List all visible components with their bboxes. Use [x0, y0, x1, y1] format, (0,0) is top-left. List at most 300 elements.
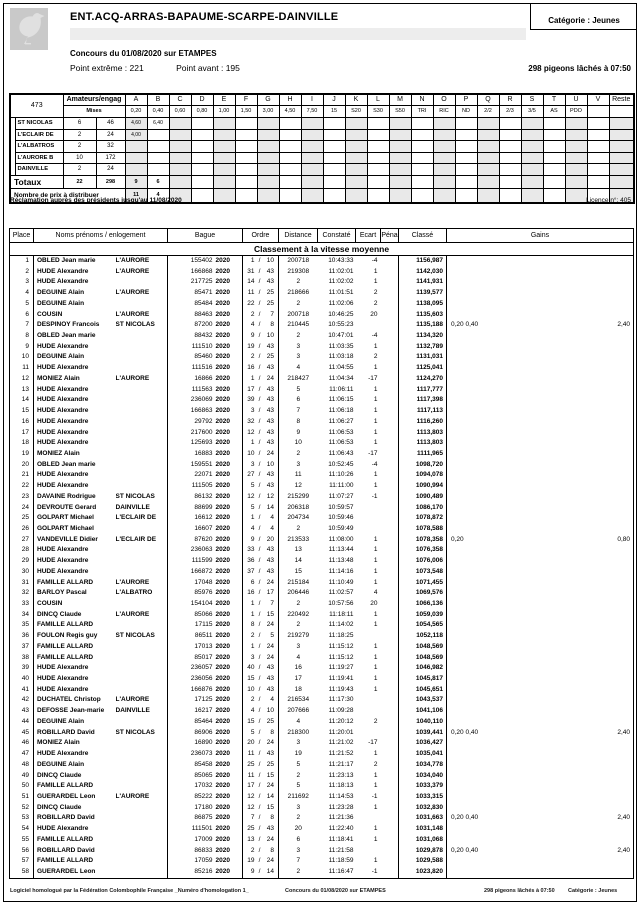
gains-total: 2,40	[617, 728, 630, 736]
constate-time: 11:19:27	[328, 664, 354, 672]
ring-number: 16883	[194, 449, 213, 457]
ordre-num: 25	[247, 825, 255, 833]
club-engag: 172	[96, 152, 125, 164]
club-stake-cell	[433, 118, 455, 130]
ring-number: 85017	[194, 653, 213, 661]
pena	[381, 685, 399, 696]
ordre-slash: /	[258, 514, 261, 522]
gains-detail	[447, 395, 547, 406]
club-engag: 32	[96, 141, 125, 153]
ordre-den: 25	[263, 299, 279, 310]
ordre-num: 12	[247, 803, 255, 811]
distance: 16	[294, 664, 302, 672]
club-stake-cell	[543, 141, 565, 153]
ring-number: 22071	[194, 471, 213, 479]
constate-time: 11:21:36	[328, 814, 354, 822]
prizes-stake-cell	[257, 188, 279, 203]
distance: 2	[296, 449, 301, 457]
prizes-stake-cell	[433, 188, 455, 203]
classe: 1031,148	[399, 824, 447, 835]
prizes-stake-cell	[367, 188, 389, 203]
ordre-slash: /	[258, 428, 261, 436]
col-place: Place	[10, 229, 34, 243]
constate-time: 10:59:49	[328, 524, 354, 532]
fancier-name: FOULON Regis guy	[37, 632, 98, 640]
constate-time: 11:15:12	[328, 642, 354, 650]
fancier-name: FAMILLE ALLARD	[37, 621, 94, 629]
club-stake-cell	[191, 152, 213, 164]
club-stake-cell	[279, 164, 301, 176]
ordre-num: 1	[250, 610, 255, 618]
gains-total	[547, 310, 634, 321]
mise-value: 2/3	[499, 106, 521, 118]
ordre-den: 24	[263, 620, 279, 631]
ordre-den: 8	[263, 846, 279, 857]
gains-detail	[447, 428, 547, 439]
club-name	[116, 545, 168, 556]
club-stake-cell	[367, 129, 389, 141]
gains-total	[547, 567, 634, 578]
fancier-name: DEGUINE Alain	[37, 717, 85, 725]
club-name	[116, 352, 168, 363]
footer-homologation: Logiciel homologué par la Fédération Colombophile Française _Numéro d'homologation 1_	[10, 888, 249, 894]
gains-detail	[447, 653, 547, 664]
distance: 215184	[287, 578, 310, 586]
place: 9	[10, 342, 34, 353]
ordre-den: 10	[263, 460, 279, 471]
constate-time: 11:18:13	[328, 782, 354, 790]
gains-detail	[447, 385, 547, 396]
place: 18	[10, 438, 34, 449]
club-name	[116, 567, 168, 578]
club-stake-cell	[235, 129, 257, 141]
result-row	[10, 856, 634, 867]
stake-col-header: I	[301, 94, 323, 106]
pena	[381, 267, 399, 278]
ordre-num: 3	[250, 460, 255, 468]
club-stake-cell	[169, 129, 191, 141]
constate-time: 11:14:16	[328, 567, 354, 575]
pena	[381, 428, 399, 439]
stake-col-header: P	[455, 94, 477, 106]
col-ordre: Ordre	[243, 229, 279, 243]
ordre-den: 25	[263, 288, 279, 299]
gains-total: 2,40	[617, 846, 630, 854]
gains-detail	[447, 556, 547, 567]
result-row	[10, 771, 634, 782]
result-row	[10, 620, 634, 631]
ordre-slash: /	[258, 621, 261, 629]
club-name	[116, 524, 168, 535]
gains-detail	[447, 277, 547, 288]
club-name: L'ECLAIR DE	[15, 129, 63, 141]
ring-number: 166872	[190, 567, 213, 575]
gains-detail	[447, 492, 547, 503]
constate-time: 10:43:33	[328, 257, 354, 264]
ecart: 1	[373, 653, 378, 661]
constate-time: 11:10:49	[328, 578, 354, 586]
prizes-stake-cell	[543, 188, 565, 203]
stake-col-header: L	[367, 94, 389, 106]
ordre-num: 8	[250, 621, 255, 629]
gains-detail	[447, 460, 547, 471]
fancier-name: HUDE Alexandre	[37, 557, 89, 565]
prizes-stake-cell	[235, 188, 257, 203]
place: 32	[10, 588, 34, 599]
distance: 206446	[287, 589, 310, 597]
fancier-name: ROBILLARD David	[37, 814, 95, 822]
ring-year: 2020	[213, 460, 243, 471]
result-row	[10, 492, 634, 503]
club-name	[116, 717, 168, 728]
constate-time: 10:52:45	[328, 460, 354, 468]
ordre-slash: /	[258, 867, 261, 875]
club-amateurs: 2	[63, 129, 96, 141]
place: 46	[10, 738, 34, 749]
club-name	[116, 846, 168, 857]
totals-stake-cell	[455, 175, 477, 188]
ordre-den: 10	[263, 331, 279, 342]
classe: 1045,817	[399, 674, 447, 685]
gains-total	[547, 771, 634, 782]
club-stake-cell	[521, 118, 543, 130]
ring-year: 2020	[213, 481, 243, 492]
constate-time: 11:11:00	[329, 482, 354, 490]
fancier-name: HUDE Alexandre	[37, 396, 89, 404]
ecart: 1	[373, 642, 378, 650]
col-classe: Classé	[399, 229, 447, 243]
club-amateurs: 2	[63, 141, 96, 153]
distance: 15	[294, 567, 302, 575]
ordre-den: 43	[263, 428, 279, 439]
club-stake-cell	[323, 164, 345, 176]
club-stake-cell	[389, 164, 411, 176]
distance: 19	[294, 750, 302, 758]
club-stake-cell	[477, 152, 499, 164]
club-stake-cell	[367, 152, 389, 164]
club-name	[116, 460, 168, 471]
distance: 12	[294, 482, 302, 490]
ring-number: 16890	[194, 739, 213, 747]
ecart	[356, 706, 381, 717]
classe: 1113,803	[399, 438, 447, 449]
ordre-num: 4	[250, 707, 255, 715]
ordre-slash: /	[258, 289, 261, 297]
prizes-stake-cell: 4	[147, 188, 169, 203]
classe: 1094,078	[399, 470, 447, 481]
ordre-slash: /	[258, 653, 261, 661]
stakes-table	[9, 93, 635, 204]
ring-number: 88699	[194, 503, 213, 511]
pena	[381, 277, 399, 288]
ecart: -4	[371, 332, 378, 340]
place: 11	[10, 363, 34, 374]
club-name	[116, 556, 168, 567]
stake-col-header: O	[433, 94, 455, 106]
club-name	[116, 299, 168, 310]
ring-year: 2020	[213, 524, 243, 535]
ecart	[356, 320, 381, 331]
classe: 1052,118	[399, 631, 447, 642]
classe: 1098,720	[399, 460, 447, 471]
mise-value: ND	[455, 106, 477, 118]
ordre-slash: /	[258, 728, 261, 736]
ordre-den: 24	[263, 835, 279, 846]
place: 29	[10, 556, 34, 567]
club-name	[116, 449, 168, 460]
ordre-num: 10	[247, 685, 255, 693]
ordre-slash: /	[258, 460, 261, 468]
result-row	[10, 524, 634, 535]
classe: 1117,777	[399, 385, 447, 396]
club-stake-cell	[499, 141, 521, 153]
gains-detail	[447, 856, 547, 867]
club-name: L'AURORE	[116, 578, 168, 589]
ecart: -17	[368, 449, 378, 457]
distance: 7	[296, 857, 301, 865]
club-stake-cell	[345, 164, 367, 176]
result-row	[10, 256, 634, 267]
distance: 4	[296, 364, 301, 372]
mise-value: 0,80	[191, 106, 213, 118]
ring-year: 2020	[213, 470, 243, 481]
club-stake-cell	[257, 141, 279, 153]
fancier-name: FAMILLE ALLARD	[37, 642, 94, 650]
ordre-slash: /	[258, 407, 261, 415]
ecart: 4	[373, 589, 378, 597]
club-stake-cell: 4,60	[125, 118, 147, 130]
distance: 207666	[287, 707, 310, 715]
ring-year: 2020	[213, 545, 243, 556]
ecart: 1	[373, 546, 378, 554]
club-name	[116, 438, 168, 449]
ring-year: 2020	[213, 363, 243, 374]
ring-year: 2020	[213, 535, 243, 546]
point-avant: Point avant : 195	[176, 63, 240, 73]
pena	[381, 363, 399, 374]
constate-time: 11:06:11	[329, 385, 354, 393]
pena	[381, 320, 399, 331]
gains-total	[547, 331, 634, 342]
classe: 1031,068	[399, 835, 447, 846]
distance: 210445	[287, 321, 310, 329]
club-stake-cell	[169, 141, 191, 153]
ordre-den: 43	[263, 363, 279, 374]
place: 23	[10, 492, 34, 503]
distance: 5	[296, 782, 301, 790]
ordre-den: 43	[263, 663, 279, 674]
club-stake-cell	[147, 129, 169, 141]
ordre-den: 24	[263, 642, 279, 653]
fancier-name: HUDE Alexandre	[37, 750, 89, 758]
club-name	[116, 620, 168, 631]
classe: 1090,994	[399, 481, 447, 492]
gains-total	[547, 578, 634, 589]
ring-number: 29792	[194, 417, 213, 425]
ecart	[356, 695, 381, 706]
ecart: 1	[373, 685, 378, 693]
pena	[381, 374, 399, 385]
ordre-slash: /	[258, 557, 261, 565]
gains-detail	[447, 342, 547, 353]
stake-col-header: Reste	[609, 94, 634, 106]
pena	[381, 653, 399, 664]
stake-col-header: Q	[477, 94, 499, 106]
club-stake-cell	[455, 152, 477, 164]
ordre-den: 43	[263, 267, 279, 278]
result-row	[10, 320, 634, 331]
place: 4	[10, 288, 34, 299]
result-row	[10, 599, 634, 610]
pena	[381, 481, 399, 492]
constate-time: 11:18:25	[328, 632, 354, 640]
fancier-name: ROBILLARD David	[37, 728, 95, 736]
club-stake-cell	[235, 118, 257, 130]
classe: 1034,778	[399, 760, 447, 771]
pena	[381, 310, 399, 321]
pena	[381, 545, 399, 556]
ring-number: 236063	[190, 546, 213, 554]
totals-stake-cell	[279, 175, 301, 188]
ring-year: 2020	[213, 792, 243, 803]
fancier-name: GUERARDEL Leon	[37, 867, 96, 875]
ring-year: 2020	[213, 738, 243, 749]
ordre-num: 5	[250, 503, 255, 511]
distance: 5	[296, 760, 301, 768]
gains-detail	[447, 449, 547, 460]
pena	[381, 835, 399, 846]
distance: 5	[296, 385, 301, 393]
constate-time: 11:20:01	[328, 728, 354, 736]
ordre-den: 24	[263, 449, 279, 460]
ordre-den: 43	[263, 481, 279, 492]
ring-number: 85065	[194, 771, 213, 779]
club-amateurs: 6	[63, 118, 96, 130]
club-name	[116, 342, 168, 353]
gains-detail	[447, 513, 547, 524]
pena	[381, 256, 399, 267]
ordre-num: 5	[250, 482, 255, 490]
gains-detail	[447, 256, 547, 267]
result-row	[10, 728, 634, 739]
gains-detail	[447, 749, 547, 760]
pena	[381, 813, 399, 824]
gains-detail	[447, 470, 547, 481]
ring-number: 16217	[194, 707, 213, 715]
club-logo	[10, 8, 48, 50]
fancier-name: OBLED Jean marie	[37, 332, 96, 340]
mise-value: 3/5	[521, 106, 543, 118]
club-stake-cell	[147, 152, 169, 164]
ring-year: 2020	[213, 320, 243, 331]
constate-time: 11:02:02	[328, 278, 354, 286]
place: 20	[10, 460, 34, 471]
ordre-den: 43	[263, 277, 279, 288]
pena	[381, 567, 399, 578]
ordre-num: 12	[247, 428, 255, 436]
club-engag: 46	[96, 118, 125, 130]
gains-detail	[447, 631, 547, 642]
fancier-name: HUDE Alexandre	[37, 471, 89, 479]
place: 40	[10, 674, 34, 685]
ring-number: 86906	[194, 728, 213, 736]
club-stake-cell	[411, 152, 433, 164]
ordre-num: 12	[247, 792, 255, 800]
pena	[381, 513, 399, 524]
ring-year: 2020	[213, 781, 243, 792]
stake-col-header: T	[543, 94, 565, 106]
ordre-slash: /	[258, 482, 261, 490]
ordre-num: 9	[250, 332, 255, 340]
ordre-num: 16	[247, 589, 255, 597]
club-stake-cell	[389, 152, 411, 164]
ordre-num: 16	[247, 364, 255, 372]
classe: 1076,358	[399, 545, 447, 556]
club-stake-cell	[257, 152, 279, 164]
ordre-num: 17	[247, 385, 255, 393]
distance: 3	[296, 353, 301, 361]
totals-stake-cell	[565, 175, 587, 188]
ring-number: 111516	[191, 364, 213, 372]
ordre-num: 2	[250, 310, 255, 318]
gains-total	[547, 749, 634, 760]
gains-total	[547, 267, 634, 278]
ordre-den: 43	[263, 470, 279, 481]
fancier-name: HUDE Alexandre	[37, 825, 89, 833]
pena	[381, 449, 399, 460]
pena	[381, 631, 399, 642]
ordre-den: 15	[263, 771, 279, 782]
gains-detail	[447, 835, 547, 846]
pigeons-released: 298 pigeons lâchés à 07:50	[528, 64, 631, 73]
result-row	[10, 417, 634, 428]
results-header-row	[10, 229, 634, 243]
ordre-den: 20	[263, 535, 279, 546]
ring-number: 166876	[190, 685, 213, 693]
pena	[381, 642, 399, 653]
mise-value: 7,50	[301, 106, 323, 118]
club-stake-cell	[411, 129, 433, 141]
classe: 1076,006	[399, 556, 447, 567]
ordre-slash: /	[258, 771, 261, 779]
ring-year: 2020	[213, 428, 243, 439]
club-stake-cell	[367, 164, 389, 176]
place: 41	[10, 685, 34, 696]
club-name	[116, 642, 168, 653]
club-name: L'ECLAIR DE	[116, 513, 168, 524]
club-name	[116, 824, 168, 835]
ring-year: 2020	[213, 438, 243, 449]
result-row	[10, 706, 634, 717]
ordre-num: 2	[250, 632, 255, 640]
ordre-slash: /	[258, 396, 261, 404]
club-name	[116, 470, 168, 481]
result-row	[10, 513, 634, 524]
ecart: 20	[370, 600, 378, 607]
ecart: 1	[373, 567, 378, 575]
ordre-den: 8	[263, 320, 279, 331]
club-stake-cell	[213, 152, 235, 164]
club-stake-cell	[213, 118, 235, 130]
club-stake-cell	[565, 118, 587, 130]
ordre-num: 10	[247, 449, 255, 457]
ring-number: 111563	[191, 385, 213, 393]
ring-year: 2020	[213, 342, 243, 353]
club-name	[116, 685, 168, 696]
prizes-stake-cell	[301, 188, 323, 203]
fancier-name: VANDEVILLE Didier	[37, 535, 98, 543]
ecart: 1	[373, 417, 378, 425]
